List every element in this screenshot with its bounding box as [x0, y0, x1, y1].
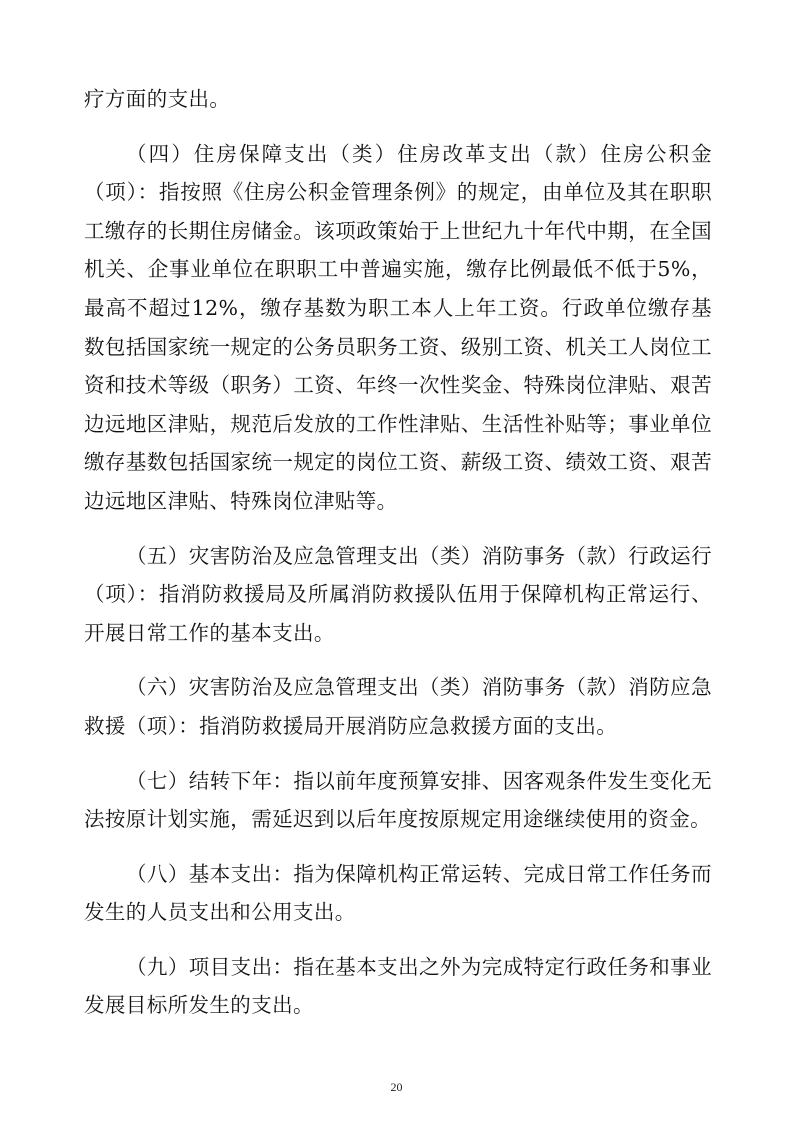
paragraph-gap — [84, 932, 712, 948]
paragraph-continuation: 疗方面的支出。 — [84, 87, 231, 111]
paragraph-gap — [84, 652, 712, 668]
paragraph-fire-rescue: （六）灾害防治及应急管理支出（类）消防事务（款）消防应急救援（项）：指消防救援局开展消防应急救援方面的支出。 — [84, 675, 712, 738]
document-body — [84, 80, 712, 1025]
paragraph-gap — [84, 746, 712, 762]
paragraph-carryover: （七）结转下年：指以前年度预算安排、因客观条件发生变化无法按原计划实施，需延迟到以后年度按原规定用途继续使用的资金。 — [84, 768, 712, 832]
page-number: 20 — [390, 1080, 403, 1094]
paragraph-project-expenditure: （九）项目支出：指在基本支出之外为完成特定行政任务和事业发展目标所发生的支出。 — [84, 954, 712, 1018]
paragraph-housing-fund: （四）住房保障支出（类）住房改革支出（款）住房公积金（项）：指按照《住房公积金管理条例》的规定，由单位及其在职职工缴存的长期住房储金。该项政策始于上世纪九十年代中期，在全国机关、企事业单位在职职工中普遍实施，缴存比例最低不低于5%，最高不超过12%，缴存基数为职工本人上年工资。行政单位缴存基数包括国家统一规定的公务员职务工资、级别工资、机关工人岗位工资和技术等级（职务）工资、年终一次性奖金、特殊岗位津贴、艰苦边远地区津贴，规范后发放的工作性津贴、生活性补贴等；事业单位缴存基数包括国家统一规定的岗位工资、薪级工资、绩效工资、艰苦边远地区津贴、特殊岗位津贴等。 — [84, 141, 712, 513]
paragraph-basic-expenditure: （八）基本支出：指为保障机构正常运转、完成日常工作任务而发生的人员支出和公用支出。 — [84, 861, 712, 925]
paragraph-gap — [84, 119, 712, 135]
paragraph-fire-admin: （五）灾害防治及应急管理支出（类）消防事务（款）行政运行（项）：指消防救援局及所属消防救援队伍用于保障机构正常运行、开展日常工作的基本支出。 — [84, 543, 712, 645]
paragraph-gap — [84, 839, 712, 855]
paragraph-gap — [84, 521, 712, 537]
